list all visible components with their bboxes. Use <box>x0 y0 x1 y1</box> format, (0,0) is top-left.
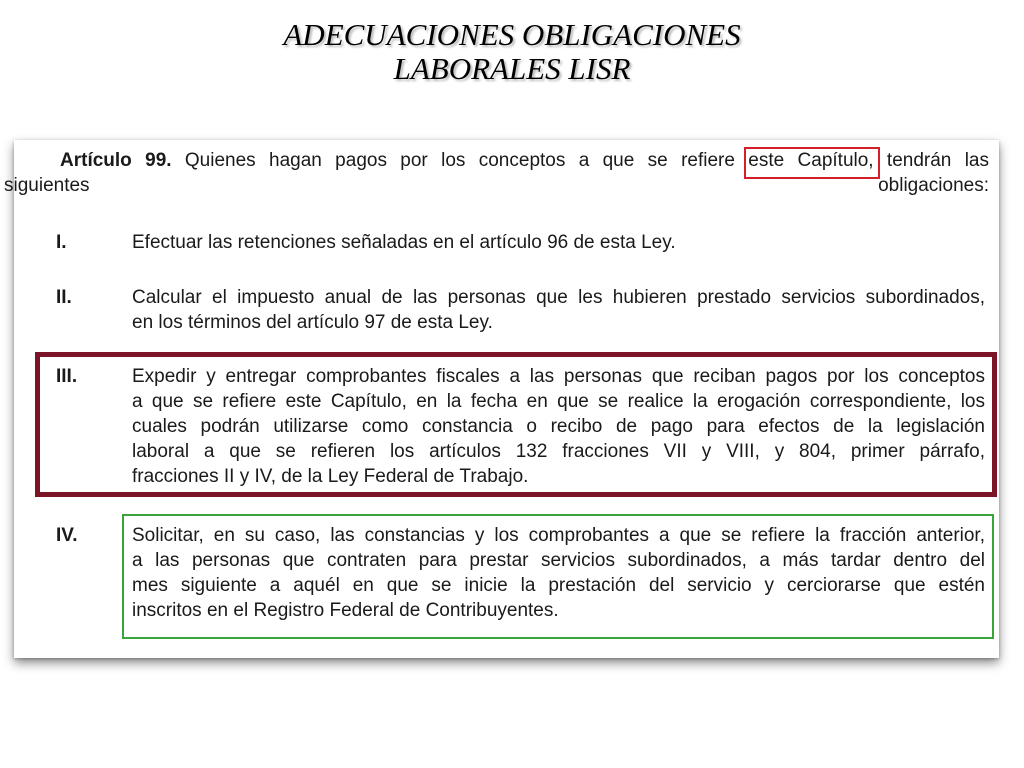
fraction-iv-line-4: inscritos en el Registro Federal de Contribuyentes. <box>132 600 559 621</box>
slide-title-line-2: LABORALES LISR <box>393 51 631 86</box>
fraction-iv-line-3: mes siguiente a aquél en que se inicie la prestación del servicio y cerciorarse que estén <box>132 575 985 596</box>
article-heading: Artículo 99. <box>60 150 172 171</box>
article-intro-line-2: siguientes obligaciones: <box>4 175 989 196</box>
article-excerpt-image <box>4 140 999 658</box>
fraction-iii-line-1: Expedir y entregar comprobantes fiscales a las personas que reciban pagos por los conceptos <box>132 366 985 387</box>
slide-title-line-1: ADECUACIONES OBLIGACIONES <box>283 17 741 52</box>
fraction-ii-text <box>132 285 985 335</box>
fraction-i-number: I. <box>56 232 67 253</box>
fraction-ii-number: II. <box>56 287 72 308</box>
fraction-i-line-1: Efectuar las retenciones señaladas en el artículo 96 de esta Ley. <box>132 232 676 253</box>
fraction-iii-number: III. <box>56 366 78 387</box>
fraction-iv-line-2: a las personas que contraten para prestar servicios subordinados, a más tardar dentro del <box>132 550 985 571</box>
fraction-iii-line-4: laboral a que se refieren los artículos 132 fracciones VII y VIII, y 804, primer párrafo, <box>132 441 985 462</box>
article-intro-text: Quienes hagan pagos por los conceptos a que se refiere este Capítulo, tendrán las <box>171 150 989 171</box>
fraction-iii-line-5: fracciones II y IV, de la Ley Federal de Trabajo. <box>132 466 529 487</box>
slide-title <box>0 18 1024 86</box>
fraction-i-text <box>132 230 985 255</box>
highlight-box-capitulo <box>744 147 880 179</box>
fraction-iii-line-3: cuales podrán utilizarse como constancia o recibo de pago para efectos de la legislación <box>132 416 985 437</box>
fraction-ii-line-2: en los términos del artículo 97 de esta Ley. <box>132 312 493 333</box>
fraction-ii-line-1: Calcular el impuesto anual de las personas que les hubieren prestado servicios subordinados, <box>132 287 985 308</box>
fraction-iv-line-1: Solicitar, en su caso, las constancias y los comprobantes a que se refiere la fracción anterior, <box>132 525 985 546</box>
fraction-iii-line-2: a que se refiere este Capítulo, en la fecha en que se realice la erogación correspondiente, los <box>132 391 985 412</box>
highlight-box-fraction-iv <box>122 514 994 639</box>
highlight-box-fraction-iii <box>35 352 997 497</box>
fraction-iv-number: IV. <box>56 525 78 546</box>
